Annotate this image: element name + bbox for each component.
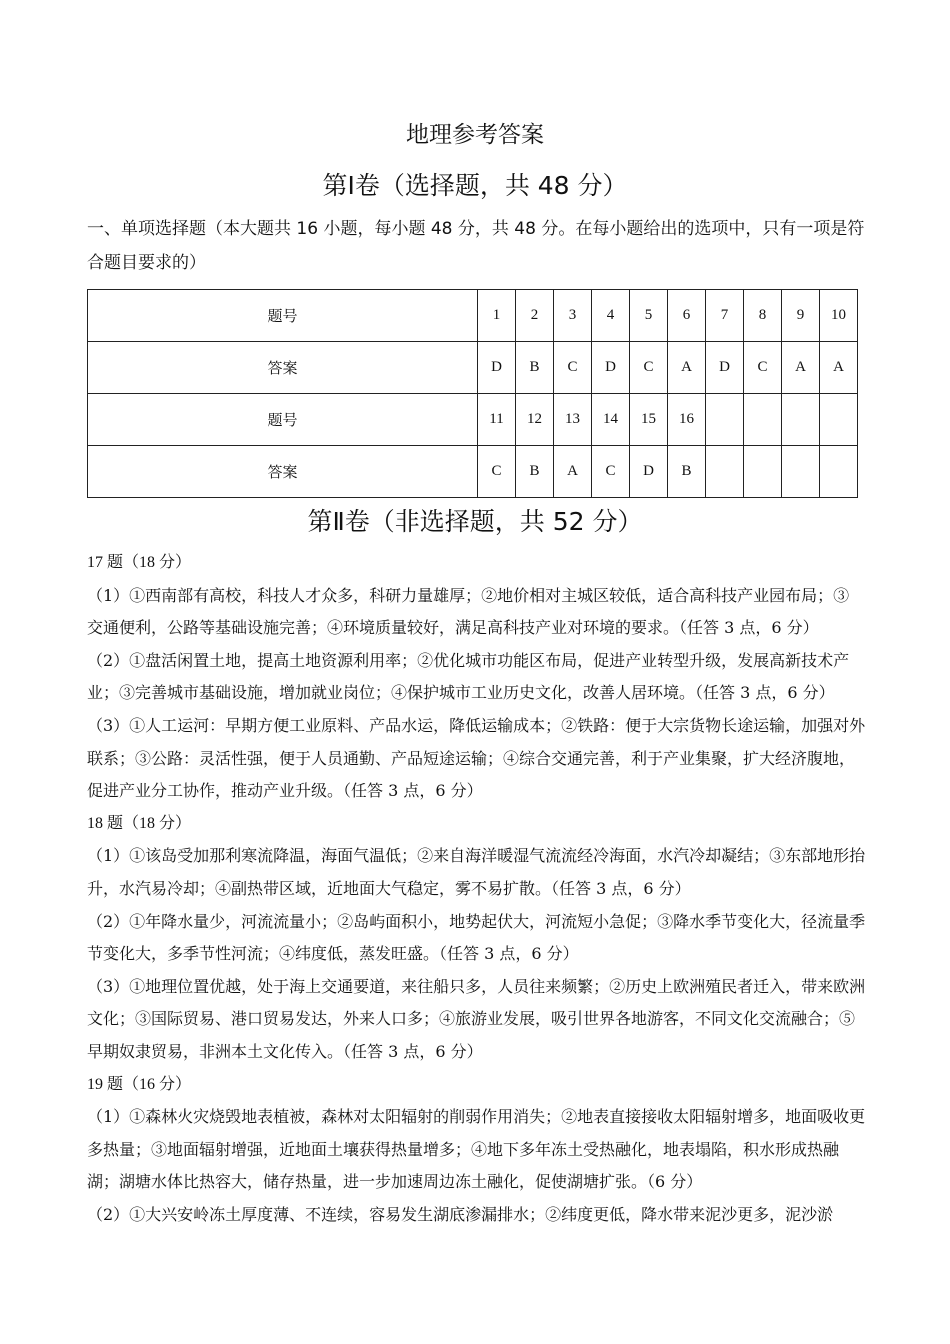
answer-cell: B: [668, 446, 706, 498]
answer-table: [87, 289, 858, 498]
answer-cell: C: [630, 342, 668, 394]
q19-part2: （2）①大兴安岭冻土厚度薄、不连续，容易发生湖底渗漏排水；②纬度更低，降水带来泥沙更多，泥沙淤: [87, 1204, 834, 1224]
q17-header: 17 题（18 分）: [87, 554, 192, 571]
section-instruction: 一、单项选择题（本大题共 16 小题，每小题 48 分，共 48 分。在每小题给出的选项中，只有一项是符合题目要求的）: [87, 219, 865, 273]
empty-cell: [706, 446, 744, 498]
q19-part1: （1）①森林火灾烧毁地表植被，森林对太阳辐射的削弱作用消失；②地表直接接收太阳辐射增多，地面吸收更多热量；③地面辐射增强，近地面土壤获得热量增多；④地下多年冻土受热融化，地表塌陷，积水形成热融湖；湖塘水体比热容大，储存热量，进一步加速周边冻土融化，促使湖塘扩张。（6 分）: [87, 1107, 866, 1192]
empty-cell: [782, 394, 820, 446]
answer-cell: C: [554, 342, 592, 394]
question-number: 5: [630, 290, 668, 342]
answer-cell: A: [668, 342, 706, 394]
question-number: 3: [554, 290, 592, 342]
question-number: 8: [744, 290, 782, 342]
table-row-answers-1: [88, 342, 858, 394]
row-label-answer: 答案: [88, 446, 478, 498]
q18-part2: （2）①年降水量少，河流流量小；②岛屿面积小，地势起伏大，河流短小急促；③降水季节变化大，径流量季节变化大，多季节性河流；④纬度低，蒸发旺盛。（任答 3 点，6 分）: [87, 911, 866, 964]
table-row-numbers-1: [88, 290, 858, 342]
question-number: 1: [478, 290, 516, 342]
table-row-numbers-2: [88, 394, 858, 446]
row-label-number: 题号: [88, 290, 478, 342]
empty-cell: [820, 394, 858, 446]
question-number: 16: [668, 394, 706, 446]
q18-part3: （3）①地理位置优越，处于海上交通要道，来往船只多，人员往来频繁；②历史上欧洲殖民者迁入，带来欧洲文化；③国际贸易、港口贸易发达，外来人口多；④旅游业发展，吸引世界各地游客，不同文化交流融合；⑤早期奴隶贸易，非洲本土文化传入。（任答 3 点，6 分）: [87, 976, 866, 1061]
answer-cell: C: [744, 342, 782, 394]
q19-header: 19 题（16 分）: [87, 1075, 192, 1093]
document-title: 地理参考答案: [406, 122, 544, 148]
empty-cell: [706, 394, 744, 446]
question-number: 4: [592, 290, 630, 342]
row-label-number: 题号: [88, 394, 478, 446]
question-number: 9: [782, 290, 820, 342]
answer-cell: A: [820, 342, 858, 394]
q18-header: 18 题（18 分）: [87, 814, 192, 832]
answer-cell: A: [782, 342, 820, 394]
question-number: 13: [554, 394, 592, 446]
q18-part1: （1）①该岛受加那利寒流降温，海面气温低；②来自海洋暖湿气流流经冷海面，水汽冷却凝结；③东部地形抬升，水汽易冷却；④副热带区域，近地面大气稳定，雾不易扩散。（任答 3 点，6 分）: [87, 846, 866, 898]
question-number: 2: [516, 290, 554, 342]
question-number: 6: [668, 290, 706, 342]
question-number: 7: [706, 290, 744, 342]
answer-cell: D: [478, 342, 516, 394]
answer-cell: C: [592, 446, 630, 498]
empty-cell: [744, 446, 782, 498]
row-label-answer: 答案: [88, 342, 478, 394]
question-number: 10: [820, 290, 858, 342]
answer-cell: D: [630, 446, 668, 498]
answer-cell: D: [706, 342, 744, 394]
question-number: 12: [516, 394, 554, 446]
question-number: 15: [630, 394, 668, 446]
q17-part1: （1）①西南部有高校，科技人才众多，科研力量雄厚；②地价相对主城区较低，适合高科技产业园布局；③ 交通便利，公路等基础设施完善；④环境质量较好，满足高科技产业对环境的要求。（任答 3 点，6 分）: [87, 585, 850, 638]
answer-cell: D: [592, 342, 630, 394]
answer-cell: A: [554, 446, 592, 498]
answer-body: [87, 547, 869, 1231]
q17-part2: （2）①盘活闲置土地，提高土地资源利用率；②优化城市功能区布局，促进产业转型升级，发展高新技术产业；③完善城市基础设施，增加就业岗位；④保护城市工业历史文化，改善人居环境。（任答 3 点，6 分）: [87, 650, 850, 703]
empty-cell: [782, 446, 820, 498]
answer-cell: B: [516, 342, 554, 394]
table-row-answers-2: [88, 446, 858, 498]
answer-cell: C: [478, 446, 516, 498]
answer-cell: B: [516, 446, 554, 498]
part1-title: 第Ⅰ卷（选择题，共 48 分）: [322, 171, 628, 200]
empty-cell: [820, 446, 858, 498]
part2-title: 第Ⅱ卷（非选择题，共 52 分）: [307, 507, 643, 536]
q17-part3: （3）①人工运河：早期方便工业原料、产品水运，降低运输成本；②铁路：便于大宗货物长途运输，加强对外联系；③公路：灵活性强，便于人员通勤、产品短途运输；④综合交通完善，利于产业集聚，扩大经济腹地，促进产业分工协作，推动产业升级。（任答 3 点，6 分）: [87, 715, 866, 801]
question-number: 11: [478, 394, 516, 446]
empty-cell: [744, 394, 782, 446]
question-number: 14: [592, 394, 630, 446]
